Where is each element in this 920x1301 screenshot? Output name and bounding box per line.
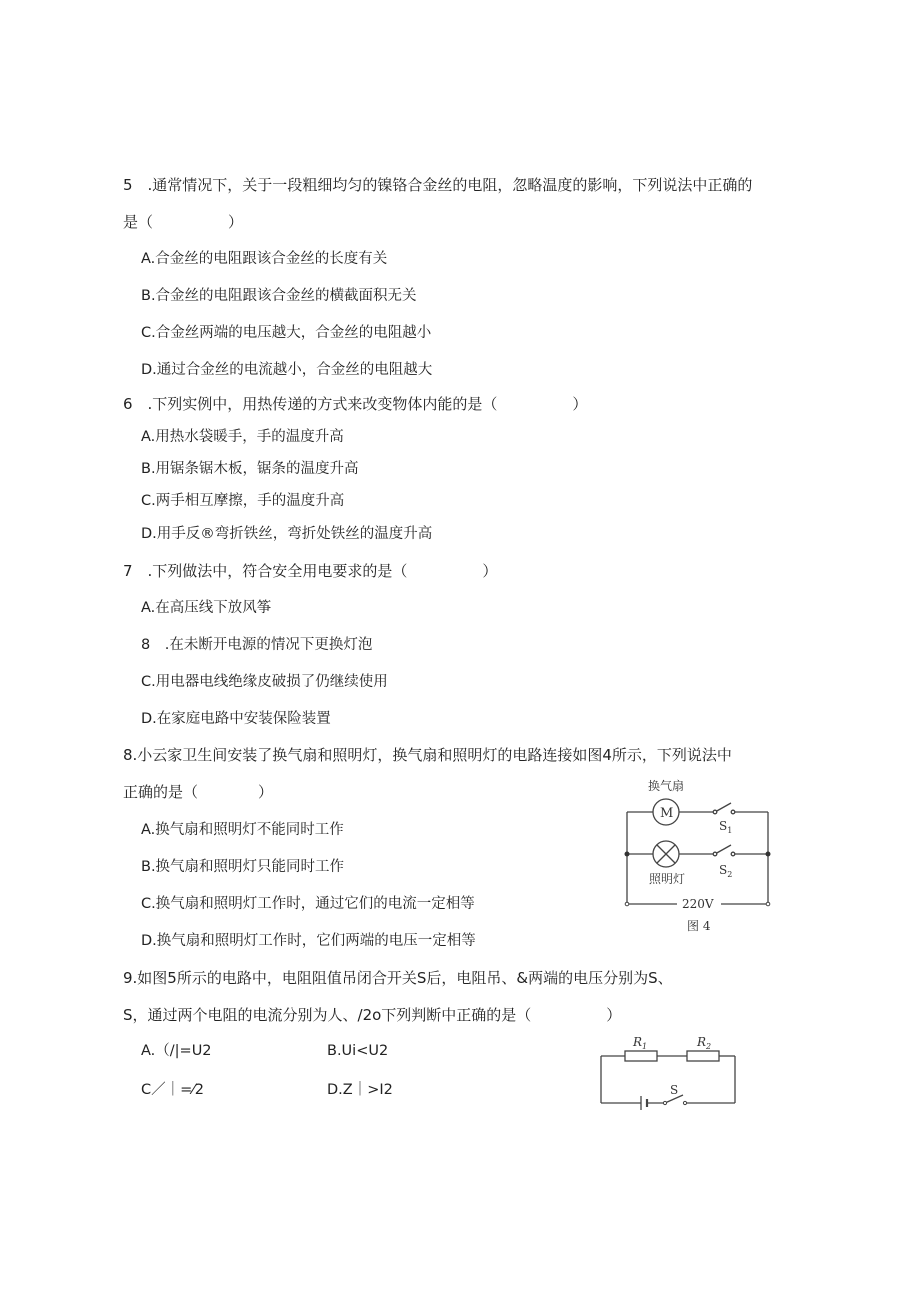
q9-option-a: A.（/|=U2 bbox=[141, 1043, 212, 1059]
switch-s1-contact bbox=[713, 810, 717, 814]
switch-s2-contact bbox=[713, 852, 717, 856]
junction-dot bbox=[625, 852, 630, 857]
figure-4-caption: 图 4 bbox=[687, 919, 711, 933]
q8-option-c: C.换气扇和照明灯工作时，通过它们的电流一定相等 bbox=[141, 896, 475, 912]
switch-s-label: S bbox=[670, 1083, 679, 1097]
switch-s-contact bbox=[683, 1101, 686, 1104]
r2-label: $R_2$ bbox=[697, 1035, 712, 1051]
q6-option-a: A.用热水袋暖手，手的温度升高 bbox=[141, 429, 344, 445]
switch-s1-blade bbox=[715, 803, 731, 812]
switch-s2-blade bbox=[715, 845, 731, 854]
resistor-r1 bbox=[625, 1051, 657, 1061]
q5-option-c: C.合金丝两端的电压越大，合金丝的电阻越小 bbox=[141, 325, 432, 341]
r1-label: $R_1$ bbox=[633, 1035, 648, 1051]
lamp-label: 照明灯 bbox=[649, 872, 686, 886]
q9-option-d: D.Z｜>I2 bbox=[327, 1082, 393, 1098]
junction-dot bbox=[766, 852, 771, 857]
q9-option-b: B.Ui<U2 bbox=[327, 1043, 389, 1059]
q8-stem-line2: 正确的是（ ） bbox=[123, 783, 274, 801]
q7-option-a: A.在高压线下放风筝 bbox=[141, 600, 272, 616]
q8-option-a: A.换气扇和照明灯不能同时工作 bbox=[141, 822, 344, 838]
q5-option-a: A.合金丝的电阻跟该合金丝的长度有关 bbox=[141, 251, 388, 267]
q9-option-c: C／｜=⁄2 bbox=[141, 1082, 204, 1098]
switch-s-contact bbox=[663, 1101, 666, 1104]
q8-option-b: B.换气扇和照明灯只能同时工作 bbox=[141, 859, 345, 875]
fan-label: 换气扇 bbox=[648, 779, 685, 793]
q6-option-b: B.用锯条锯木板，锯条的温度升高 bbox=[141, 461, 359, 477]
q8-option-d: D.换气扇和照明灯工作时，它们两端的电压一定相等 bbox=[141, 933, 476, 949]
motor-letter: M bbox=[660, 806, 674, 821]
q7-stem: 7 .下列做法中，符合安全用电要求的是（ ） bbox=[123, 562, 498, 580]
q5-stem-line1: 5 .通常情况下，关于一段粗细均匀的镍铬合金丝的电阻，忽略温度的影响，下列说法中正确的 bbox=[123, 176, 753, 194]
q8-stem-line1: 8.小云家卫生间安装了换气扇和照明灯，换气扇和照明灯的电路连接如图4所示，下列说法中 bbox=[123, 746, 732, 764]
figure-5-circuit bbox=[593, 1032, 743, 1112]
figure-4-circuit bbox=[615, 770, 785, 940]
voltage-label: 220V bbox=[682, 897, 714, 911]
q6-option-d: D.用手反®弯折铁丝，弯折处铁丝的温度升高 bbox=[141, 526, 433, 542]
q7-option-d: D.在家庭电路中安装保险装置 bbox=[141, 711, 331, 727]
q5-stem-line2: 是（ ） bbox=[123, 213, 244, 231]
q7-option-c: C.用电器电线绝缘皮破损了仍继续使用 bbox=[141, 674, 388, 690]
q5-option-b: B.合金丝的电阻跟该合金丝的横截面积无关 bbox=[141, 288, 417, 304]
q6-option-c: C.两手相互摩擦，手的温度升高 bbox=[141, 493, 345, 509]
terminal bbox=[766, 902, 770, 906]
q9-stem-line1: 9.如图5所示的电路中，电阻阻值吊闭合开关S后，电阻吊、&两端的电压分别为S、 bbox=[123, 969, 673, 987]
q6-stem: 6 .下列实例中，用热传递的方式来改变物体内能的是（ ） bbox=[123, 395, 588, 413]
switch-s1-contact bbox=[731, 810, 735, 814]
terminal bbox=[625, 902, 629, 906]
q5-option-d: D.通过合金丝的电流越小，合金丝的电阻越大 bbox=[141, 362, 433, 378]
switch-s2-contact bbox=[731, 852, 735, 856]
switch-s2-label: $S_2$ bbox=[719, 863, 733, 879]
q7-option-b: 8 .在未断开电源的情况下更换灯泡 bbox=[141, 637, 373, 653]
switch-s1-label: $S_1$ bbox=[719, 819, 733, 835]
q9-stem-line2: S，通过两个电阻的电流分别为人、/2o下列判断中正确的是（ ） bbox=[123, 1006, 622, 1024]
resistor-r2 bbox=[687, 1051, 719, 1061]
